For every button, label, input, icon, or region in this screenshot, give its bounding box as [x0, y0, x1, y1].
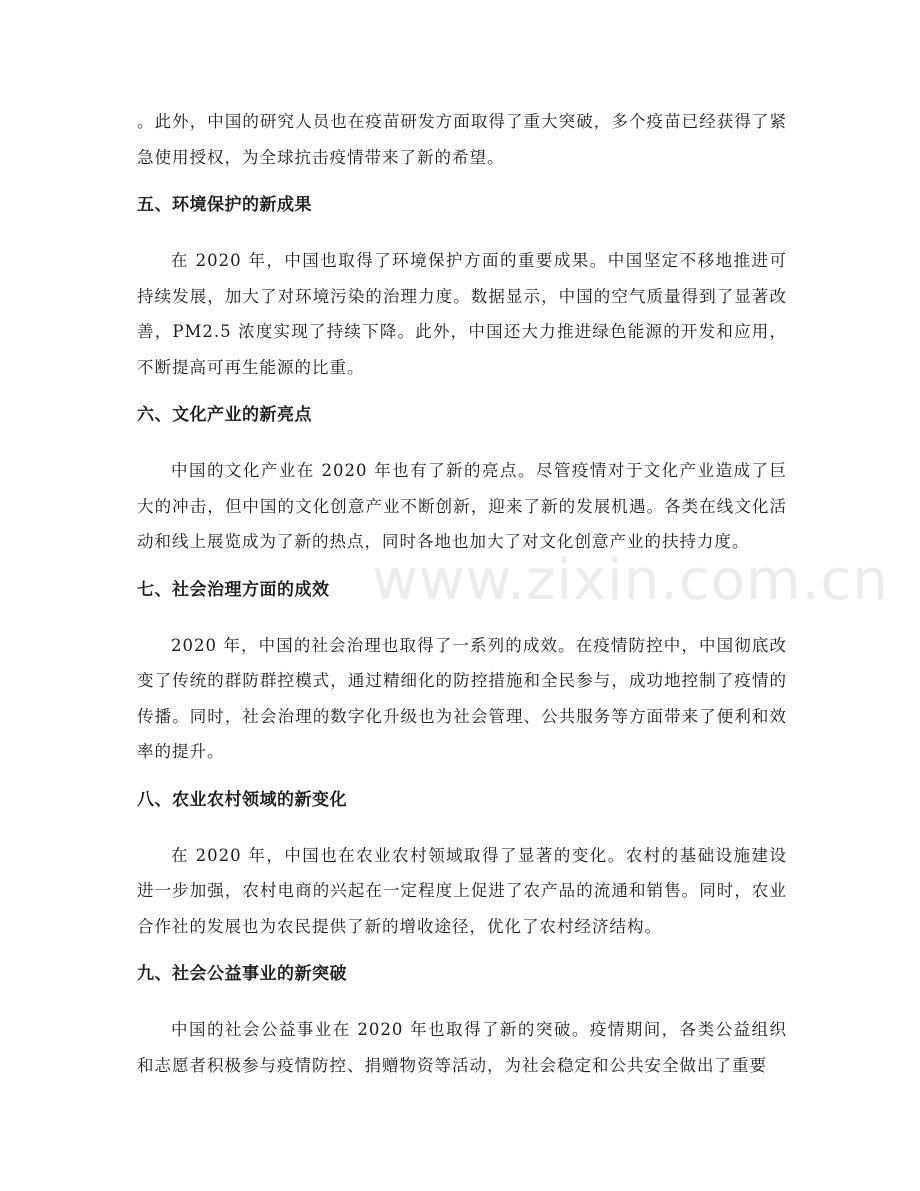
heading-public-welfare: 九、社会公益事业的新突破 [137, 964, 347, 984]
paragraph-culture: 中国的文化产业在 2020 年也有了新的亮点。尽管疫情对于文化产业造成了巨大的冲击，但中国的文化创意产业不断创新，迎来了新的发展机遇。各类在线文化活动和线上展览成为了新的热点，同时各地也加大了对文化创意产业的扶持力度。 [137, 461, 787, 551]
paragraph-public-welfare: 中国的社会公益事业在 2020 年也取得了新的突破。疫情期间，各类公益组织和志愿者积极参与疫情防控、捐赠物资等活动，为社会稳定和公共安全做出了重要 [137, 1020, 787, 1075]
paragraph-governance: 2020 年，中国的社会治理也取得了一系列的成效。在疫情防控中，中国彻底改变了传统的群防群控模式，通过精细化的防控措施和全民参与，成功地控制了疫情的传播。同时，社会治理的数字化升级也为社会管理、公共服务等方面带来了便利和效率的提升。 [137, 635, 787, 761]
document-body [137, 104, 787, 1101]
paragraph-vaccine-continuation: 。此外，中国的研究人员也在疫苗研发方面取得了重大突破，多个疫苗已经获得了紧急使用授权，为全球抗击疫情带来了新的希望。 [137, 112, 787, 167]
heading-agriculture: 八、农业农村领域的新变化 [137, 789, 347, 810]
paragraph-agriculture: 在 2020 年，中国也在农业农村领域取得了显著的变化。农村的基础设施建设进一步加强，农村电商的兴起在一定程度上促进了农产品的流通和销售。同时，农业合作社的发展也为农民提供了新的增收途径，优化了农村经济结构。 [137, 845, 787, 936]
heading-governance: 七、社会治理方面的成效 [137, 579, 330, 600]
heading-culture: 六、文化产业的新亮点 [137, 405, 312, 425]
watermark: www.zixin.com.cn [372, 548, 889, 613]
heading-environment: 五、环境保护的新成果 [137, 195, 312, 215]
paragraph-environment: 在 2020 年，中国也取得了环境保护方面的重要成果。中国坚定不移地推进可持续发展，加大了对环境污染的治理力度。数据显示，中国的空气质量得到了显著改善，PM2.5 浓度实现了持续下降。此外，中国还大力推进绿色能源的开发和应用，不断提高可再生能源的比重。 [137, 251, 787, 377]
